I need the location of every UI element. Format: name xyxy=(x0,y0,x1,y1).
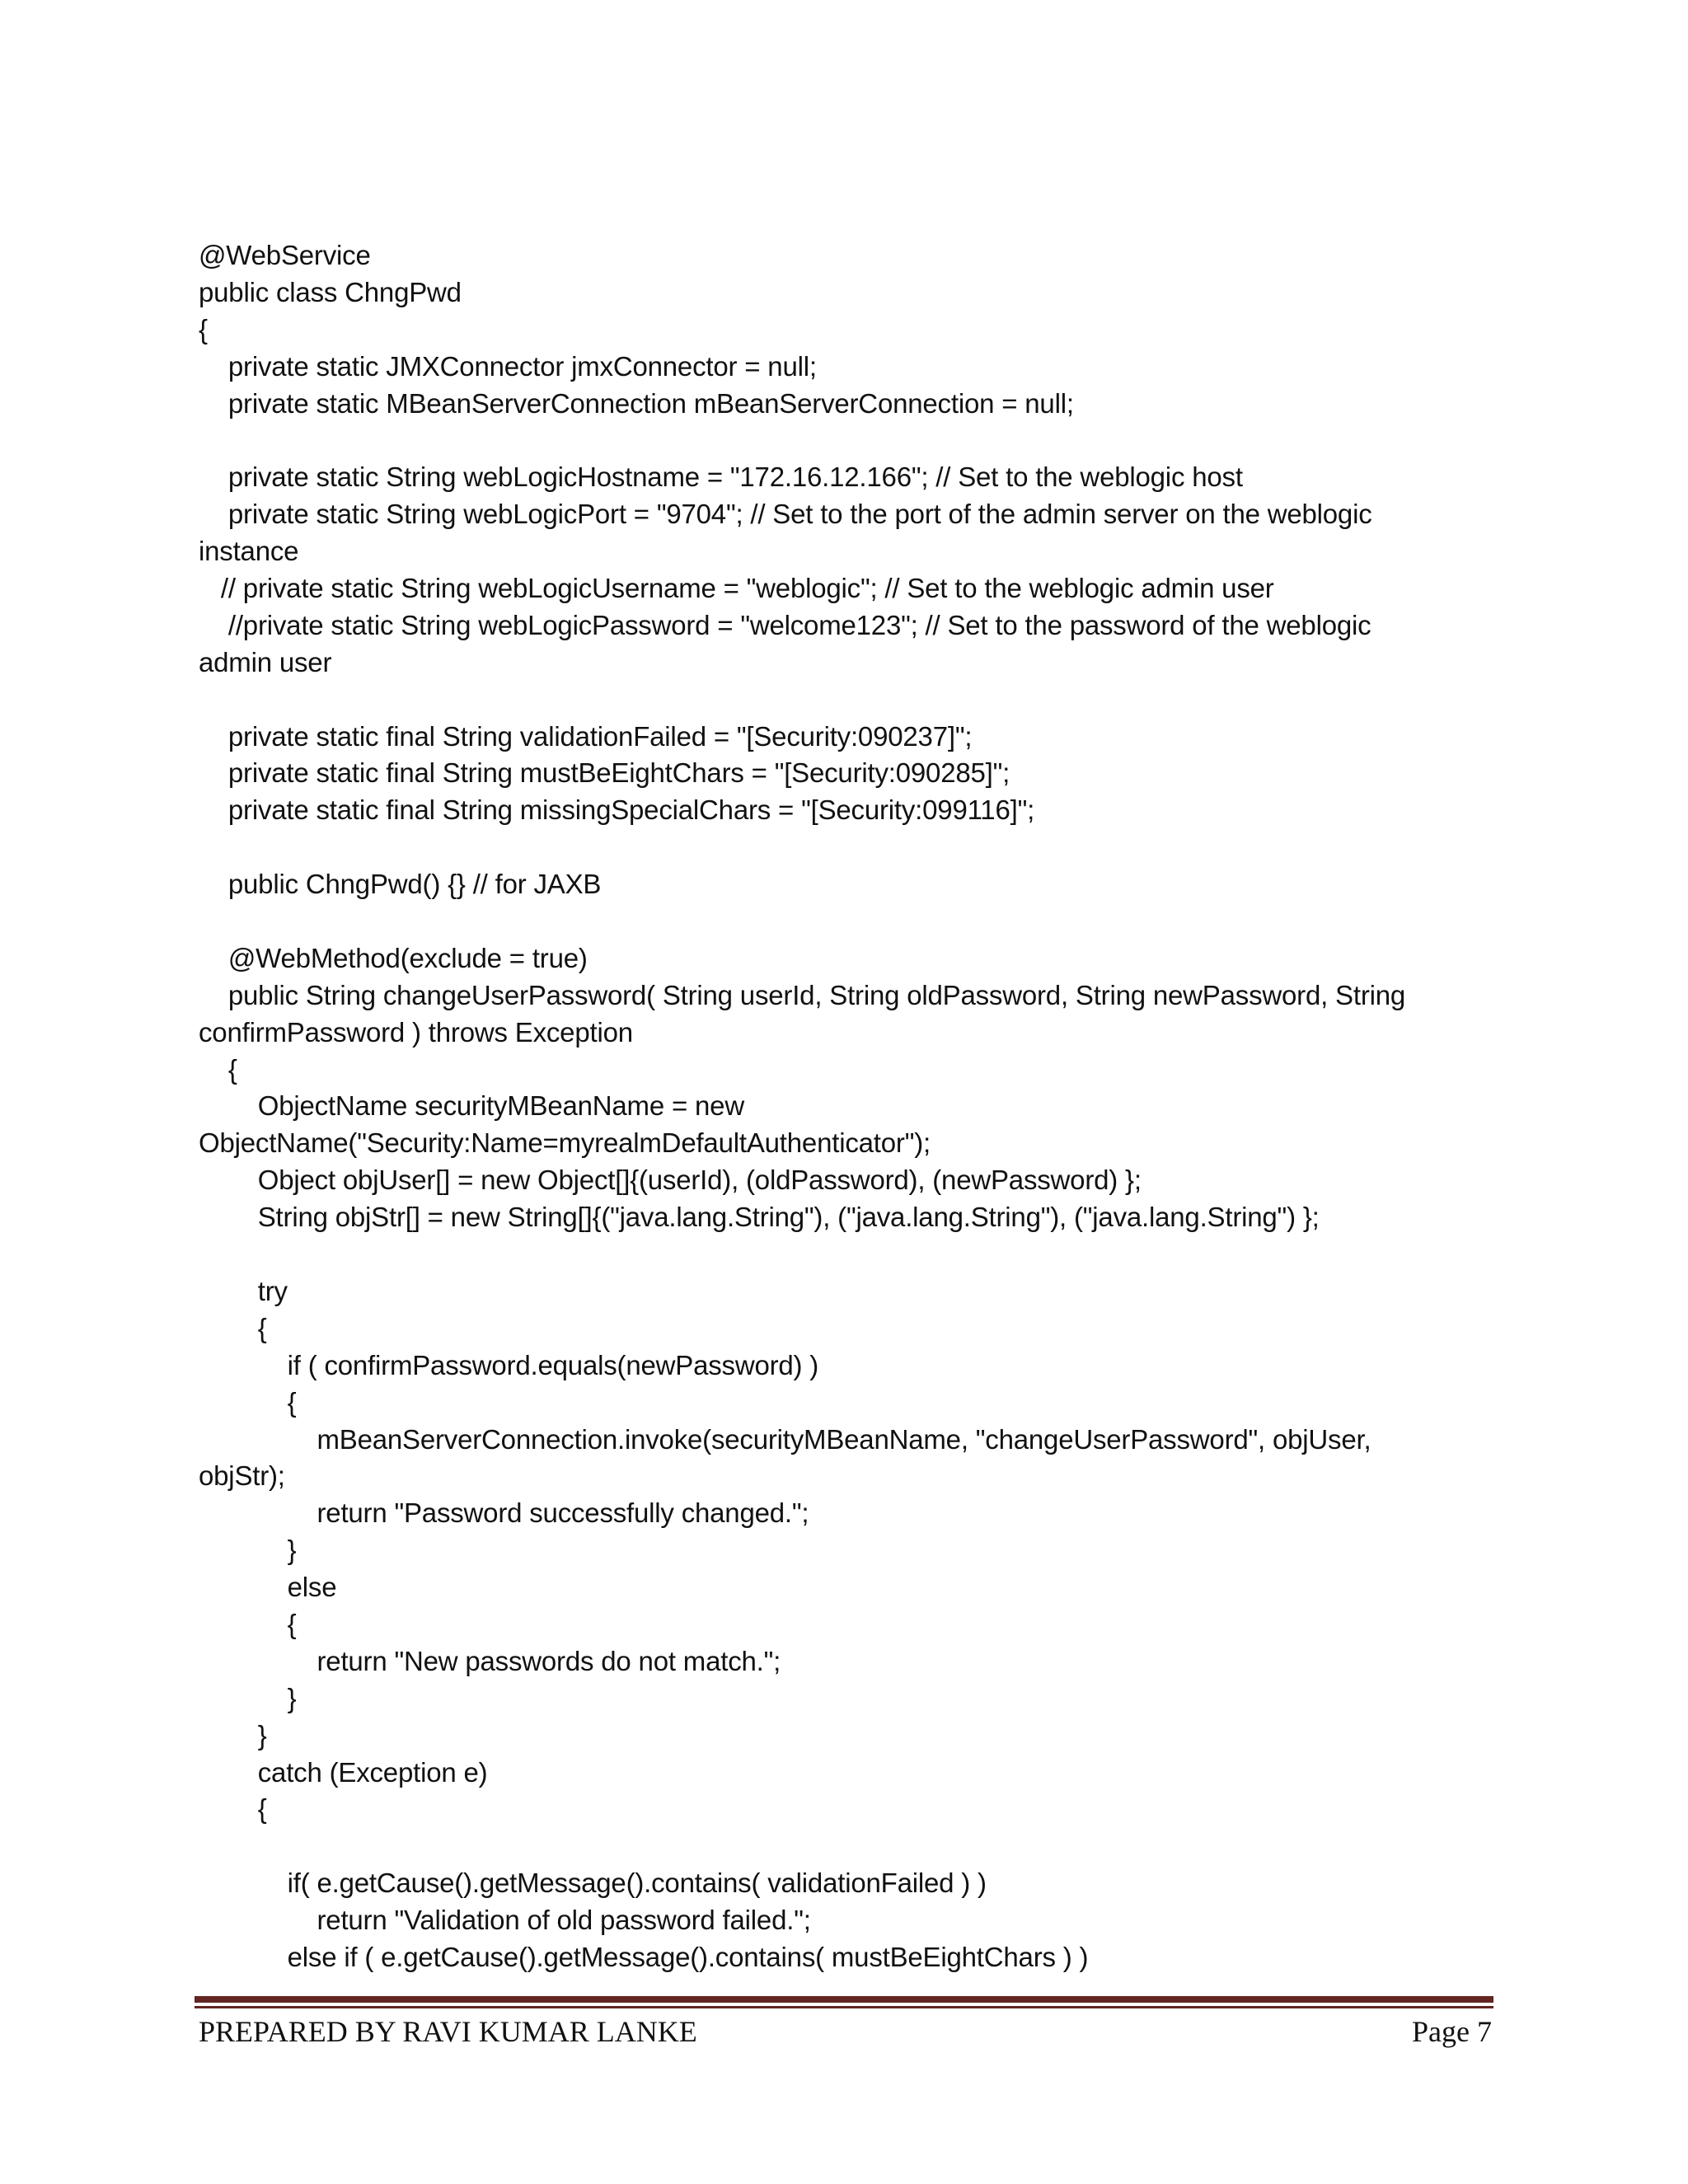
code-line: ObjectName securityMBeanName = new xyxy=(199,1090,744,1122)
code-line: { xyxy=(199,313,208,344)
code-line: else xyxy=(199,1572,337,1603)
code-line: // private static String webLogicUsername = "weblogic"; // Set to the weblogic admin user xyxy=(199,573,1274,604)
code-line: private static String webLogicPort = "9704"; // Set to the port of the admin server on the weblogic xyxy=(199,499,1372,530)
code-line: public class ChngPwd xyxy=(199,276,462,307)
code-line: try xyxy=(199,1275,288,1306)
code-line: private static JMXConnector jmxConnector = null; xyxy=(199,350,817,382)
code-line: private static final String validationFailed = "[Security:090237]"; xyxy=(199,720,973,752)
code-line: ObjectName("Security:Name=myrealmDefaultAuthenticator"); xyxy=(199,1127,931,1159)
code-line: instance xyxy=(199,536,299,567)
code-line: return "Password successfully changed."; xyxy=(199,1497,809,1529)
code-line: @WebMethod(exclude = true) xyxy=(199,942,588,973)
code-line: if ( confirmPassword.equals(newPassword) ) xyxy=(199,1349,819,1380)
code-line: private static String webLogicHostname = "172.16.12.166"; // Set to the weblogic host xyxy=(199,462,1243,493)
code-line xyxy=(199,903,1501,940)
code-line: private static final String missingSpecialChars = "[Security:099116]"; xyxy=(199,794,1035,826)
code-line: private static final String mustBeEightChars = "[Security:090285]"; xyxy=(199,757,1010,789)
code-line: { xyxy=(199,1386,297,1418)
code-line: confirmPassword ) throws Exception xyxy=(199,1016,633,1047)
code-line: private static MBeanServerConnection mBeanServerConnection = null; xyxy=(199,387,1074,419)
code-line: { xyxy=(199,1608,297,1639)
code-line: } xyxy=(199,1535,297,1566)
code-line: return "Validation of old password failed."; xyxy=(199,1905,811,1936)
footer-rule-thick xyxy=(195,1996,1493,2003)
code-line: { xyxy=(199,1312,267,1343)
code-line: admin user xyxy=(199,646,332,677)
code-line xyxy=(199,1236,1501,1273)
code-line: mBeanServerConnection.invoke(securityMBeanName, "changeUserPassword", objUser, xyxy=(199,1423,1372,1455)
code-line: String objStr[] = new String[]{("java.lang.String"), ("java.lang.String"), ("java.lang.String") }; xyxy=(199,1202,1320,1233)
code-line xyxy=(199,682,1501,719)
code-line xyxy=(199,829,1501,866)
code-line: else if ( e.getCause().getMessage().contains( mustBeEightChars ) ) xyxy=(199,1941,1089,1972)
code-line: { xyxy=(199,1053,237,1085)
code-line: public ChngPwd() {} // for JAXB xyxy=(199,869,602,900)
code-listing xyxy=(199,237,1501,1976)
code-line: } xyxy=(199,1682,297,1713)
code-line: if( e.getCause().getMessage().contains( validationFailed ) ) xyxy=(199,1868,987,1899)
footer-prepared-by: PREPARED BY RAVI KUMAR LANKE xyxy=(199,2015,697,2048)
code-line: //private static String webLogicPassword = "welcome123"; // Set to the password of the weblogic xyxy=(199,609,1372,640)
code-line: } xyxy=(199,1719,267,1750)
code-line: @WebService xyxy=(199,240,371,270)
code-line xyxy=(199,422,1501,459)
code-line xyxy=(199,1828,1501,1865)
code-line: public String changeUserPassword( String userId, String oldPassword, String newPassword, String xyxy=(199,979,1406,1010)
code-line: return "New passwords do not match."; xyxy=(199,1645,781,1676)
footer-rule-thin xyxy=(195,2006,1493,2008)
code-line: catch (Exception e) xyxy=(199,1756,488,1788)
code-line: objStr); xyxy=(199,1460,285,1492)
code-line: Object objUser[] = new Object[]{(userId), (oldPassword), (newPassword) }; xyxy=(199,1165,1142,1196)
code-line: { xyxy=(199,1793,267,1825)
footer-page-number: Page 7 xyxy=(1412,2015,1492,2048)
